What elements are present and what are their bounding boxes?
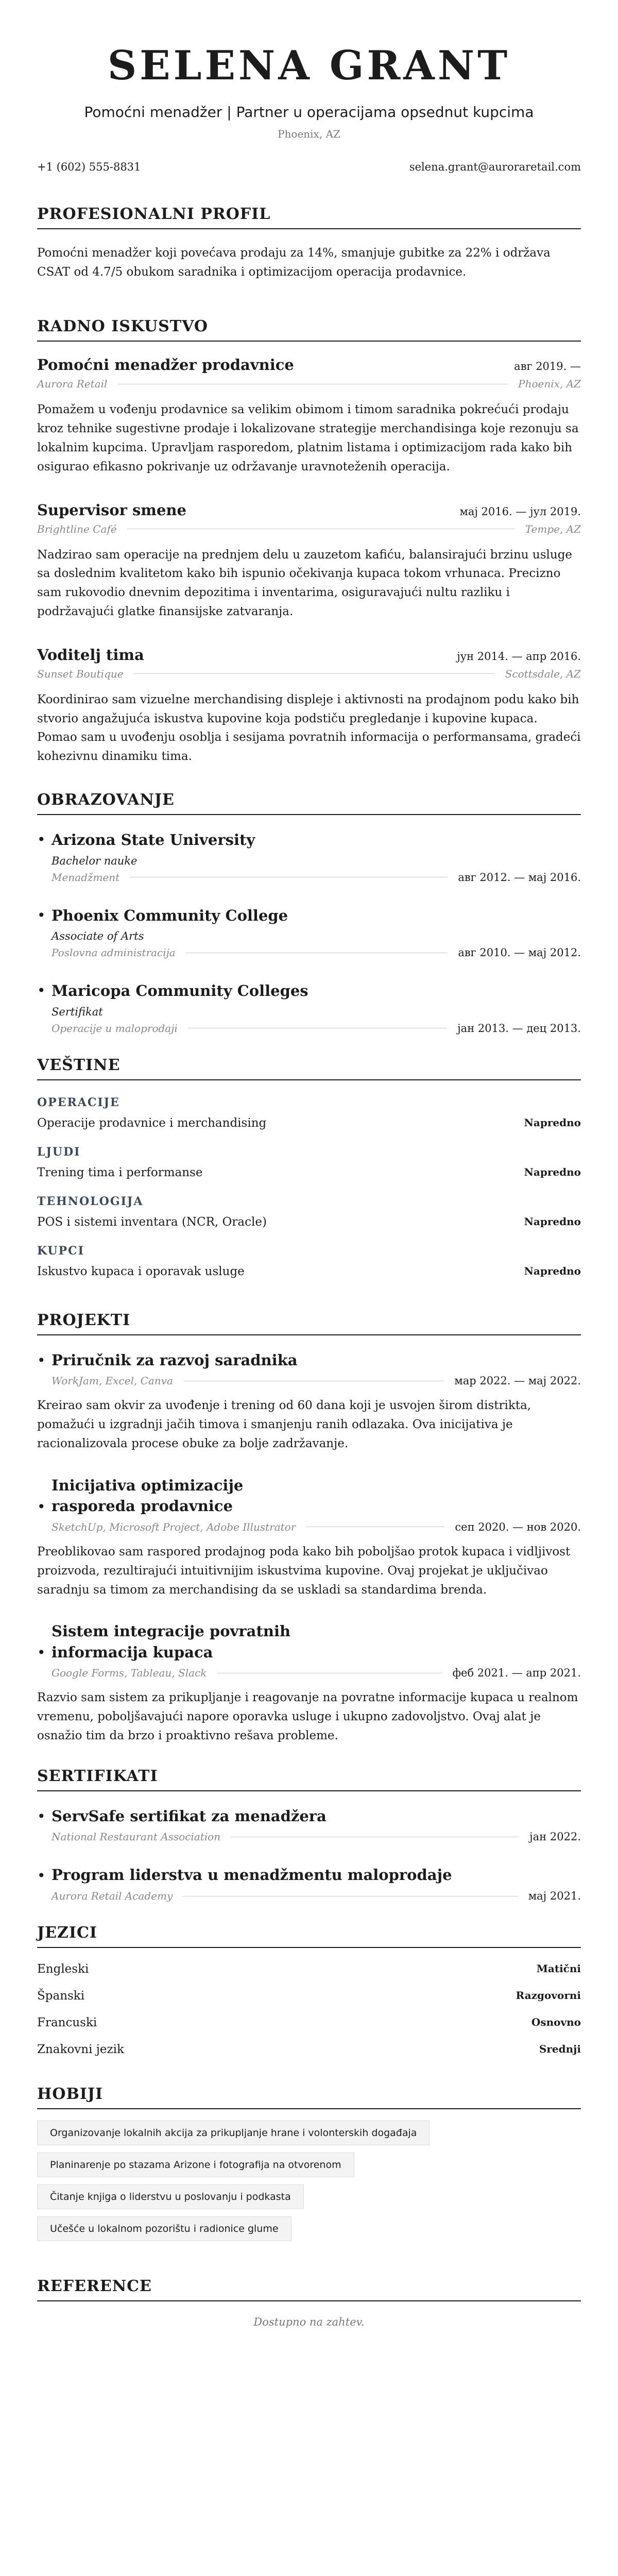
section-title: SERTIFIKATI <box>37 1767 581 1791</box>
language-level: Razgovorni <box>516 1989 581 2002</box>
education-entry <box>37 980 581 1035</box>
bullet-icon: • <box>37 982 46 999</box>
job-entry <box>37 646 581 766</box>
skill-category: LJUDI <box>37 1145 81 1159</box>
job-title: Pomoćni menadžer prodavnice <box>37 356 294 374</box>
profile-section <box>37 205 581 282</box>
certificate-entry <box>37 1865 581 1902</box>
project-tools: WorkJam, Excel, Canva <box>52 1375 173 1387</box>
section-title: PROFESIONALNI PROFIL <box>37 205 581 229</box>
language-row <box>37 2016 581 2029</box>
certificate-issuer: Aurora Retail Academy <box>52 1890 173 1903</box>
education-date: авг 2012. — мај 2016. <box>458 871 581 884</box>
divider <box>134 673 495 674</box>
job-description: Pomažem u vođenju prodavnice sa velikim obimom i timom saradnika pokrećući prodaju kroz tehnike sugestivne prodaje i lokalizovane strategije merchandisinga koje rezonuju sa lokalnim kupcima. Upravljam rasporedom, platnim listama i optimizacijom rada kako bih osigurao efikasno pokrivanje uz održavanje uravnoteženih operacija. <box>37 403 579 473</box>
certificate-issuer: National Restaurant Association <box>52 1831 221 1843</box>
certificates-section <box>37 1767 581 1902</box>
education-date: авг 2010. — мај 2012. <box>458 946 581 959</box>
bullet-icon: • <box>37 1498 46 1515</box>
job-title: Supervisor smene <box>37 501 186 519</box>
project-date: сеп 2020. — нов 2020. <box>455 1520 581 1533</box>
job-entry <box>37 501 581 621</box>
degree: Bachelor nauke <box>52 854 138 867</box>
skill-category: OPERACIJE <box>37 1095 120 1109</box>
hobbies-section <box>37 2085 581 2248</box>
skill-level: Napredno <box>524 1165 581 1178</box>
project-description: Kreirao sam okvir za uvođenje i trening od 60 dana koji je usvojen širom distrikta, pomažući u izgradnji jačih timova i smanjenju ranih odlazaka. Ova inicijativa je racionalizovala procese obuke za bolje zadržavanje. <box>37 1399 531 1450</box>
email-address[interactable]: selena.grant@auroraretail.com <box>409 160 581 173</box>
language-row <box>37 1962 581 1976</box>
project-tools: SketchUp, Microsoft Project, Adobe Illustrator <box>52 1520 296 1533</box>
job-date: јун 2014. — апр 2016. <box>457 650 581 663</box>
project-date: феб 2021. — апр 2021. <box>452 1667 581 1680</box>
education-date: јан 2013. — дец 2013. <box>457 1022 581 1035</box>
certificate-entry <box>37 1806 581 1843</box>
certificate-title: Program liderstva u menadžmentu maloprodaje <box>52 1866 452 1884</box>
project-description: Preoblikovao sam raspored prodajnog poda kako bih poboljšao protok kupaca i vidljivost proizvoda, rezultirajući intuitivnijim iskustvima kupovine. Ovaj projekat je uključivao saradnju sa timom za merchandising da se uskladi sa standardima brenda. <box>37 1545 571 1597</box>
project-title: Priručnik za razvoj saradnika <box>52 1351 298 1369</box>
skills-section <box>37 1056 581 1278</box>
language-level: Matični <box>536 1962 581 1975</box>
hobby-tag: Čitanje knjiga o liderstvu u poslovanju i podkasta <box>37 2184 304 2209</box>
language-level: Srednji <box>539 2043 581 2056</box>
profile-text: Pomoćni menadžer koji povećava prodaju za 14%, smanjuje gubitke za 22% i održava CSAT od 4.7/5 obukom saradnika i optimizacijom operacija prodavnice. <box>37 246 551 279</box>
section-title: REFERENCE <box>37 2277 581 2301</box>
language-row <box>37 1989 581 2003</box>
skill-level: Napredno <box>524 1215 581 1228</box>
language-name: Engleski <box>37 1962 89 1976</box>
references-text: Dostupno na zahtev. <box>253 2316 365 2329</box>
education-entry <box>37 829 581 884</box>
job-date: авг 2019. — <box>514 360 581 373</box>
section-title: PROJEKTI <box>37 1311 581 1335</box>
field-of-study: Menadžment <box>52 871 120 884</box>
education-entry <box>37 905 581 959</box>
resume-header <box>37 44 581 173</box>
job-location: Phoenix, AZ <box>518 378 581 391</box>
section-title: OBRAZOVANJE <box>37 791 581 815</box>
project-date: мар 2022. — мај 2022. <box>454 1375 581 1387</box>
certificate-title: ServSafe sertifikat za menadžera <box>52 1807 327 1825</box>
job-location: Tempe, AZ <box>525 522 581 535</box>
hobby-tag: Planinarenje po stazama Arizone i fotografija na otvorenom <box>37 2153 354 2177</box>
skill-group <box>37 1244 581 1278</box>
language-row <box>37 2043 581 2056</box>
job-title: Voditelj tima <box>37 646 144 664</box>
job-company: Sunset Boutique <box>37 667 124 680</box>
project-entry <box>37 1475 581 1600</box>
project-tools: Google Forms, Tableau, Slack <box>52 1667 207 1680</box>
job-date: мај 2016. — јул 2019. <box>459 505 581 518</box>
school-name: Maricopa Community Colleges <box>52 982 308 1000</box>
job-description: Koordinirao sam vizuelne merchandising displeje i aktivnosti na prodajnom podu kako bih stvorio angažujuća iskustva kupovine koja podstiču pregledanje i kupovine kupaca. Pomao sam u uvođenju osoblja i sesijama povratnih informacija o performansama, gradeći kohezivnu dinamiku tima. <box>37 692 581 764</box>
skill-name: Iskustvo kupaca i oporavak usluge <box>37 1264 245 1278</box>
section-title: RADNO ISKUSTVO <box>37 317 581 342</box>
candidate-name: SELENA GRANT <box>107 42 511 89</box>
bullet-icon: • <box>37 1867 46 1884</box>
skill-category: TEHNOLOGIJA <box>37 1194 144 1208</box>
skill-group <box>37 1195 581 1229</box>
field-of-study: Poslovna administracija <box>52 946 176 959</box>
job-entry <box>37 356 581 476</box>
skill-name: POS i sistemi inventara (NCR, Oracle) <box>37 1215 267 1229</box>
section-title: VEŠTINE <box>37 1056 581 1080</box>
degree: Sertifikat <box>52 1005 103 1018</box>
bullet-icon: • <box>37 831 46 848</box>
contact-row <box>37 161 581 173</box>
language-name: Španski <box>37 1989 85 2003</box>
section-title: HOBIJI <box>37 2085 581 2109</box>
project-title: Sistem integracije povratnih informacija kupaca <box>52 1622 291 1661</box>
language-level: Osnovno <box>531 2016 581 2029</box>
candidate-title: Pomoćni menadžer | Partner u operacijama opsednut kupcima <box>84 103 534 121</box>
bullet-icon: • <box>37 1644 46 1662</box>
skill-level: Napredno <box>524 1264 581 1277</box>
bullet-icon: • <box>37 906 46 924</box>
job-location: Scottsdale, AZ <box>505 667 581 680</box>
experience-section <box>37 317 581 766</box>
field-of-study: Operacije u maloprodaji <box>52 1022 178 1035</box>
job-description: Nadzirao sam operacije na prednjem delu u zauzetom kafiću, balansirajući brzinu usluge sa doslednim kvalitetom kako bih ispunio očekivanja kupaca tokom vrhunaca. Precizno sam rukovodio dnevnim depozitima i inventarima, osiguravajući nultu razliku i podržavajući glatke finansijske zatvaranja. <box>37 548 573 618</box>
candidate-location: Phoenix, AZ <box>278 127 340 140</box>
school-name: Phoenix Community College <box>52 906 288 924</box>
school-name: Arizona State University <box>52 831 255 849</box>
job-company: Brightline Café <box>37 522 117 535</box>
bullet-icon: • <box>37 1352 46 1369</box>
project-entry <box>37 1621 581 1745</box>
job-company: Aurora Retail <box>37 378 108 391</box>
language-name: Francuski <box>37 2016 97 2030</box>
section-title: JEZICI <box>37 1924 581 1948</box>
education-section <box>37 791 581 1035</box>
hobby-tag: Organizovanje lokalnih akcija za prikupljanje hrane i volonterskih događaja <box>37 2121 430 2145</box>
project-title: Inicijativa optimizacije rasporeda prodavnice <box>52 1476 244 1515</box>
skill-name: Trening tima i performanse <box>37 1165 203 1179</box>
certificate-date: мај 2021. <box>528 1890 581 1903</box>
phone-number: +1 (602) 555-8831 <box>37 160 141 173</box>
skill-level: Napredno <box>524 1116 581 1129</box>
languages-section <box>37 1924 581 2056</box>
language-name: Znakovni jezik <box>37 2043 124 2057</box>
projects-section <box>37 1311 581 1745</box>
bullet-icon: • <box>37 1808 46 1825</box>
certificate-date: јан 2022. <box>529 1831 581 1843</box>
degree: Associate of Arts <box>52 930 144 943</box>
skill-category: KUPCI <box>37 1244 84 1258</box>
project-entry <box>37 1350 581 1453</box>
skill-group <box>37 1096 581 1130</box>
skill-group <box>37 1145 581 1179</box>
project-description: Razvio sam sistem za prikupljanje i reagovanje na povratne informacije kupaca u realnom vremenu, poboljšavajući napore oporavka usluge i ukupno zadovoljstvo. Ovaj alat je osnažio tim da brzo i proaktivno rešava probleme. <box>37 1691 578 1743</box>
references-section <box>37 2277 581 2328</box>
skill-name: Operacije prodavnice i merchandising <box>37 1116 267 1130</box>
hobby-tag: Učešće u lokalnom pozorištu i radionice glume <box>37 2216 291 2241</box>
